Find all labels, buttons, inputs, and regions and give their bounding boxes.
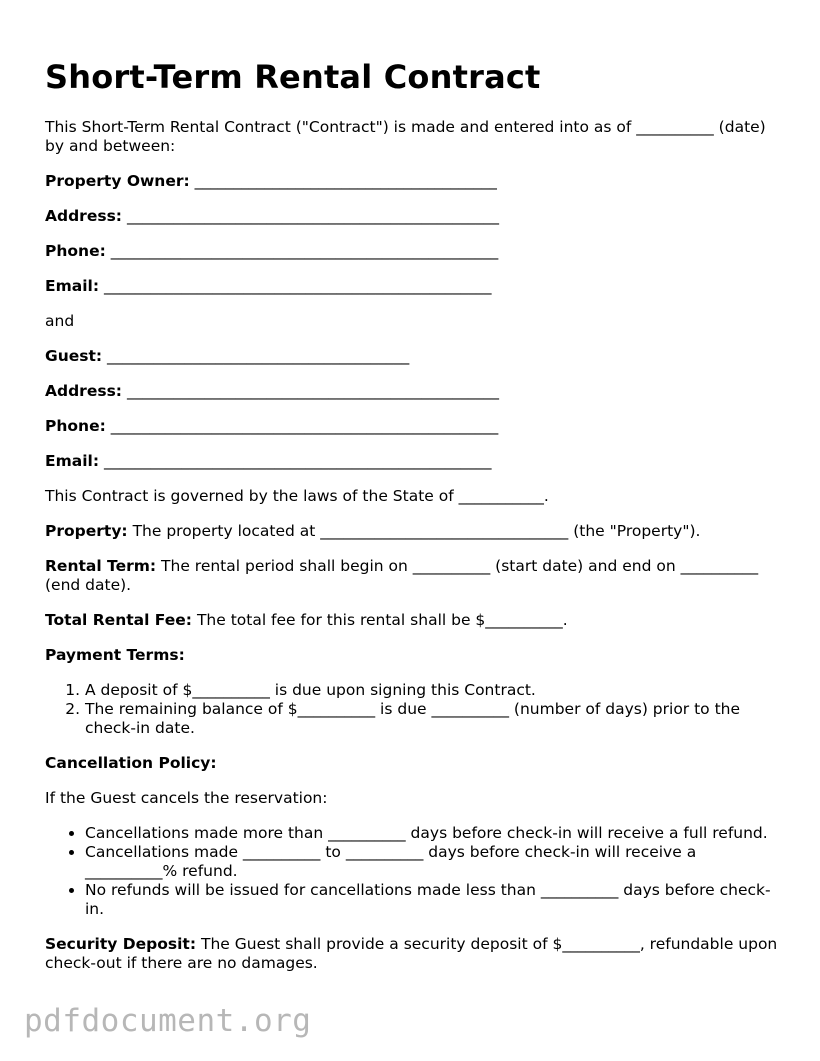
total-fee-paragraph [45,611,780,630]
owner-name-label: Property Owner: [45,172,190,190]
owner-phone-field [45,242,780,261]
and-text: and [45,312,75,330]
guest-address-field [45,382,780,401]
document-body [45,118,780,989]
rental-term-paragraph [45,557,780,595]
cancellation-list [45,824,780,919]
list-item: 2. The remaining balance of $__________ is due __________ (number of days) prior to the check-in date. [85,700,780,738]
guest-phone-field [45,417,780,436]
guest-email-field [45,452,780,471]
owner-name-blank: _______________________________________ [194,172,497,190]
guest-phone-blank: __________________________________________________ [110,417,499,435]
cancellation-intro: If the Guest cancels the reservation: [45,789,328,807]
payment-terms-heading [45,646,780,665]
cancellation-label: Cancellation Policy: [45,754,217,772]
list-item: • No refunds will be issued for cancellations made less than __________ days before check-in. [85,881,780,919]
list-item: • Cancellations made more than __________ days before check-in will receive a full refund. [85,824,780,843]
owner-email-label: Email: [45,277,100,295]
guest-phone-label: Phone: [45,417,106,435]
guest-email-label: Email: [45,452,100,470]
guest-name-field [45,347,780,366]
rental-term-label: Rental Term: [45,557,157,575]
owner-address-blank: ________________________________________________ [126,207,499,225]
owner-phone-label: Phone: [45,242,106,260]
document-title: Short-Term Rental Contract [45,58,541,96]
owner-email-blank: __________________________________________________ [103,277,492,295]
property-label: Property: [45,522,128,540]
list-item: • Cancellations made __________ to __________ days before check-in will receive a __________% refund. [85,843,780,881]
watermark-text: pdfdocument.org [24,1003,312,1039]
guest-name-blank: _______________________________________ [107,347,410,365]
owner-phone-blank: __________________________________________________ [110,242,499,260]
guest-email-blank: __________________________________________________ [103,452,492,470]
owner-address-field [45,207,780,226]
cancellation-heading [45,754,780,773]
total-fee-text: The total fee for this rental shall be $__________. [196,611,568,629]
owner-address-label: Address: [45,207,122,225]
owner-name-field [45,172,780,191]
guest-address-label: Address: [45,382,122,400]
payment-terms-label: Payment Terms: [45,646,185,664]
guest-name-label: Guest: [45,347,103,365]
payment-terms-list [45,681,780,738]
rental-term-text: The rental period shall begin on __________ (start date) and end on __________ (end date). [45,557,759,594]
security-deposit-label: Security Deposit: [45,935,197,953]
security-deposit-paragraph [45,935,780,973]
governing-law-paragraph: This Contract is governed by the laws of the State of ___________. [45,487,549,505]
guest-address-blank: ________________________________________________ [126,382,499,400]
total-fee-label: Total Rental Fee: [45,611,192,629]
property-paragraph [45,522,780,541]
intro-paragraph: This Short-Term Rental Contract ("Contract") is made and entered into as of __________ (date) by and between: [45,118,766,155]
property-text: The property located at ________________________________ (the "Property"). [132,522,701,540]
security-deposit-text: The Guest shall provide a security deposit of $__________, refundable upon check-out if there are no damages. [45,935,778,972]
list-item: 1. A deposit of $__________ is due upon signing this Contract. [85,681,780,700]
owner-email-field [45,277,780,296]
